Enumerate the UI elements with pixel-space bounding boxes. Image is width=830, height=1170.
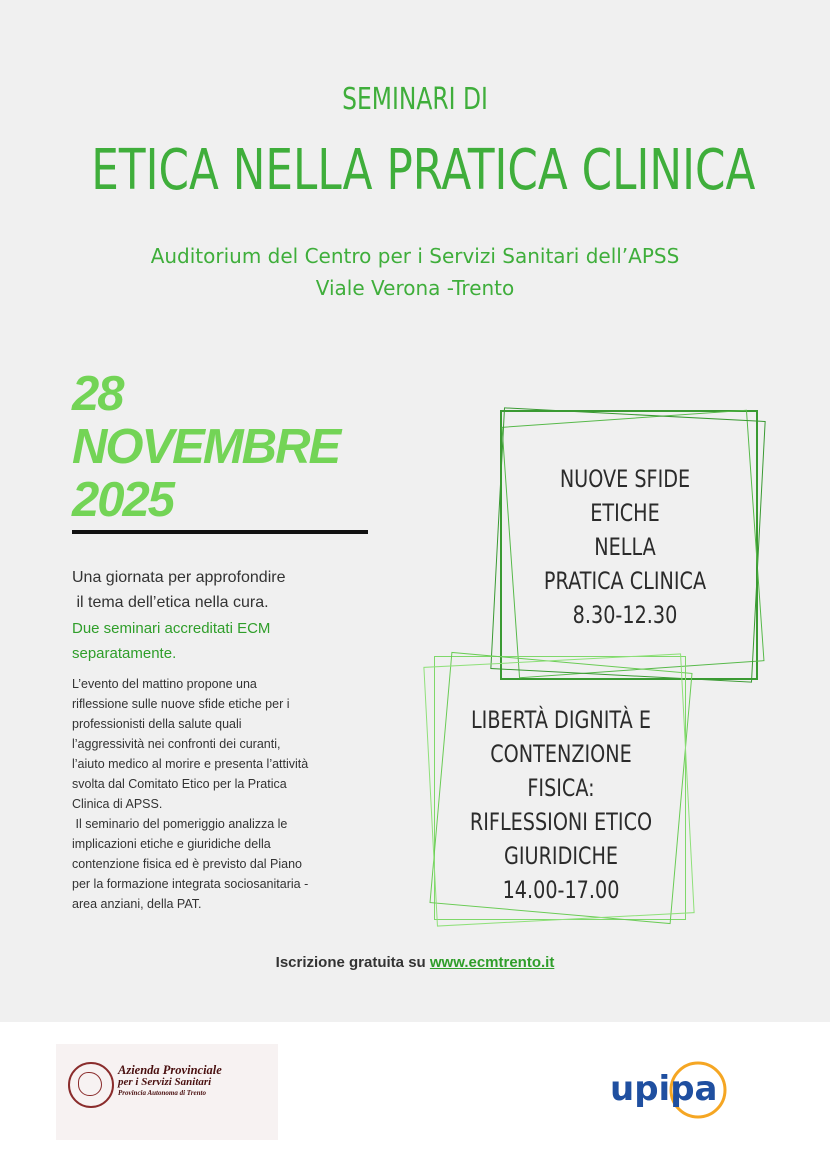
morning-session: [525, 462, 725, 632]
morning-time: 8.30-12.30: [572, 601, 678, 629]
desc-line: L’evento del mattino propone una: [72, 677, 257, 691]
upipa-wordmark: upipa: [610, 1069, 718, 1109]
afternoon-title-1: LIBERTÀ DIGNITÀ E: [470, 706, 652, 734]
apss-line-3: Provincia Autonoma di Trento: [118, 1089, 206, 1097]
ecm-line-2: separatamente.: [72, 645, 177, 662]
desc-line: area anziani, della PAT.: [72, 897, 202, 911]
upipa-logo: [606, 1060, 736, 1120]
desc-line: l’aggressività nei confronti dei curanti,: [72, 737, 281, 751]
afternoon-time: 14.00-17.00: [502, 876, 620, 904]
event-title: ETICA NELLA PRATICA CLINICA: [91, 138, 756, 203]
afternoon-title-4: GIURIDICHE: [503, 842, 619, 870]
morning-title-3: PRATICA CLINICA: [543, 567, 707, 595]
afternoon-title-2: CONTENZIONE FISICA:: [490, 740, 632, 802]
intro-text: [72, 565, 372, 615]
desc-line: Il seminario del pomeriggio analizza le: [72, 817, 288, 831]
registration-note: [0, 954, 830, 971]
ecm-line-1: Due seminari accreditati ECM: [72, 620, 271, 637]
morning-title-1: NUOVE SFIDE ETICHE: [559, 465, 691, 527]
morning-title-2: NELLA: [594, 533, 656, 561]
venue-name: Auditorium del Centro per i Servizi Sanitari dell’APSS: [150, 244, 680, 268]
intro-line-1: Una giornata per approfondire: [72, 569, 286, 586]
apss-line-1: Azienda Provinciale: [118, 1063, 222, 1077]
date-day: 28: [72, 367, 123, 421]
date-year: 2025: [72, 473, 174, 527]
afternoon-session: [461, 703, 661, 907]
desc-line: l’aiuto medico al morire e presenta l’attività: [72, 757, 309, 771]
event-date: [72, 368, 339, 527]
seminar-kicker: SEMINARI DI: [342, 82, 488, 117]
date-month: NOVEMBRE: [72, 420, 340, 474]
apss-logo-text: [118, 1064, 222, 1098]
description: [72, 674, 372, 914]
desc-line: professionisti della salute quali: [72, 717, 242, 731]
description-afternoon: [72, 814, 372, 914]
divider-rule: [72, 530, 368, 534]
registration-text: Iscrizione gratuita su: [275, 954, 430, 971]
venue-address: Viale Verona -Trento: [315, 276, 515, 300]
description-morning: [72, 674, 372, 814]
intro-line-2: il tema dell’etica nella cura.: [72, 594, 269, 611]
desc-line: riflessione sulle nuove sfide etiche per i: [72, 697, 290, 711]
desc-line: contenzione fisica ed è previsto dal Piano: [72, 857, 303, 871]
desc-line: implicazioni etiche e giuridiche della: [72, 837, 271, 851]
registration-link[interactable]: www.ecmtrento.it: [429, 954, 555, 971]
apss-line-2: per i Servizi Sanitari: [118, 1076, 212, 1088]
ecm-note: [72, 616, 372, 666]
afternoon-title-3: RIFLESSIONI ETICO: [469, 808, 653, 836]
desc-line: per la formazione integrata sociosanitaria -: [72, 877, 309, 891]
desc-line: svolta dal Comitato Etico per la Pratica: [72, 777, 287, 791]
desc-line: Clinica di APSS.: [72, 797, 163, 811]
apss-emblem-icon: [68, 1062, 114, 1108]
venue: [0, 240, 830, 304]
apss-logo: [56, 1044, 278, 1140]
